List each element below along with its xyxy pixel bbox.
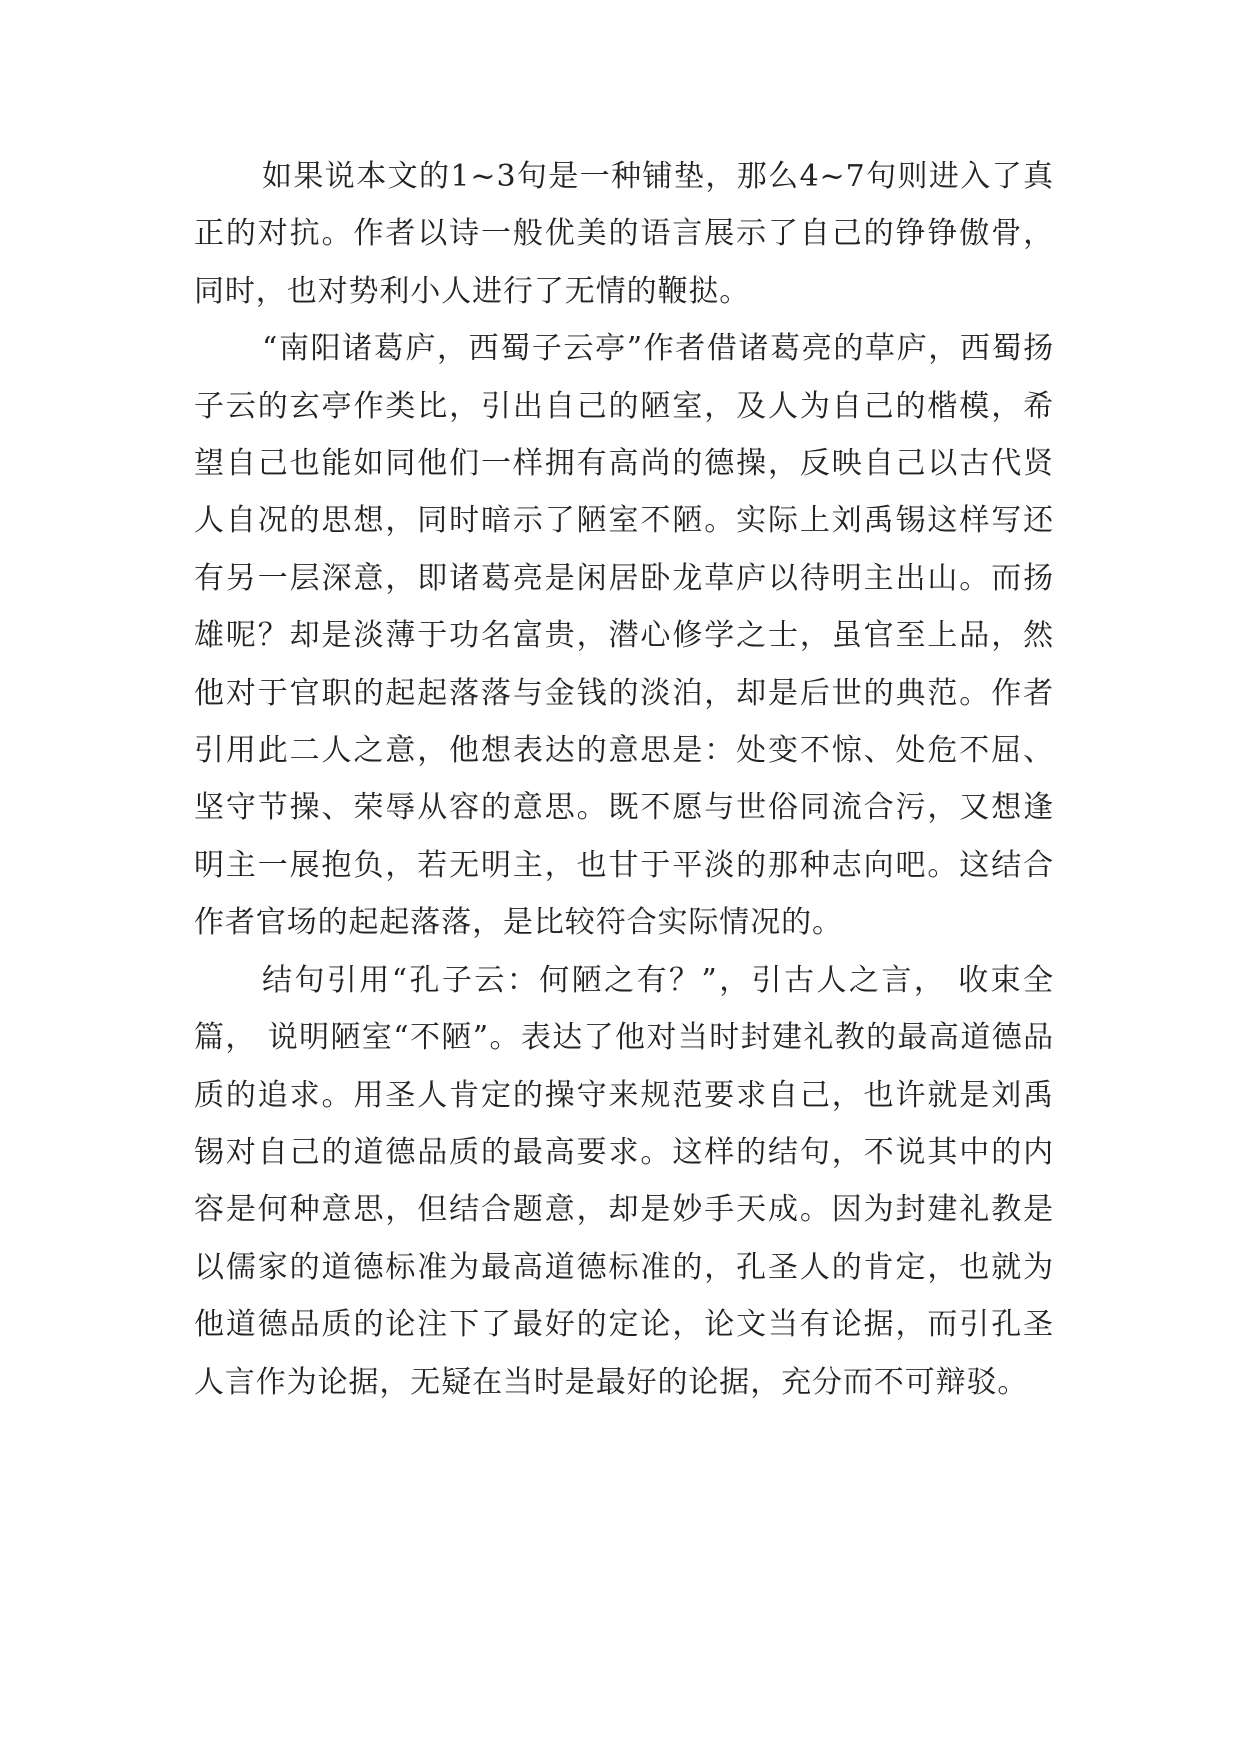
- paragraph-2: “南阳诸葛庐，西蜀子云亭”作者借诸葛亮的草庐，西蜀扬子云的玄亭作类比，引出自己的陋室，及人为自己的楷模，希望自己也能如同他们一样拥有高尚的德操，反映自己以古代贤人自况的思想，同时暗示了陋室不陋。实际上刘禹锡这样写还有另一层深意，即诸葛亮是闲居卧龙草庐以待明主出山。而扬雄呢？却是淡薄于功名富贵，潜心修学之士，虽官至上品，然他对于官职的起起落落与金钱的淡泊，却是后世的典范。作者引用此二人之意，他想表达的意思是：处变不惊、处危不屈、坚守节操、荣辱从容的意思。既不愿与世俗同流合污，又想逢明主一展抱负，若无明主，也甘于平淡的那种志向吧。这结合作者官场的起起落落，是比较符合实际情况的。: [194, 331, 1054, 941]
- document-page: [194, 148, 1054, 1411]
- paragraph-3: 结句引用“孔子云：何陋之有？”，引古人之言， 收束全篇， 说明陋室“不陋”。表达了他对当时封建礼教的最高道德品质的追求。用圣人肯定的操守来规范要求自己，也许就是刘禹锡对自己的道德品质的最高要求。这样的结句，不说其中的内容是何种意思，但结合题意，却是妙手天成。因为封建礼教是以儒家的道德标准为最高道德标准的，孔圣人的肯定，也就为他道德品质的论注下了最好的定论，论文当有论据，而引孔圣人言作为论据，无疑在当时是最好的论据，充分而不可辩驳。: [194, 962, 1054, 1400]
- paragraph-1: 如果说本文的1~3句是一种铺垫，那么4~7句则进入了真正的对抗。作者以诗一般优美的语言展示了自己的铮铮傲骨，同时，也对势利小人进行了无情的鞭挞。: [194, 159, 1054, 309]
